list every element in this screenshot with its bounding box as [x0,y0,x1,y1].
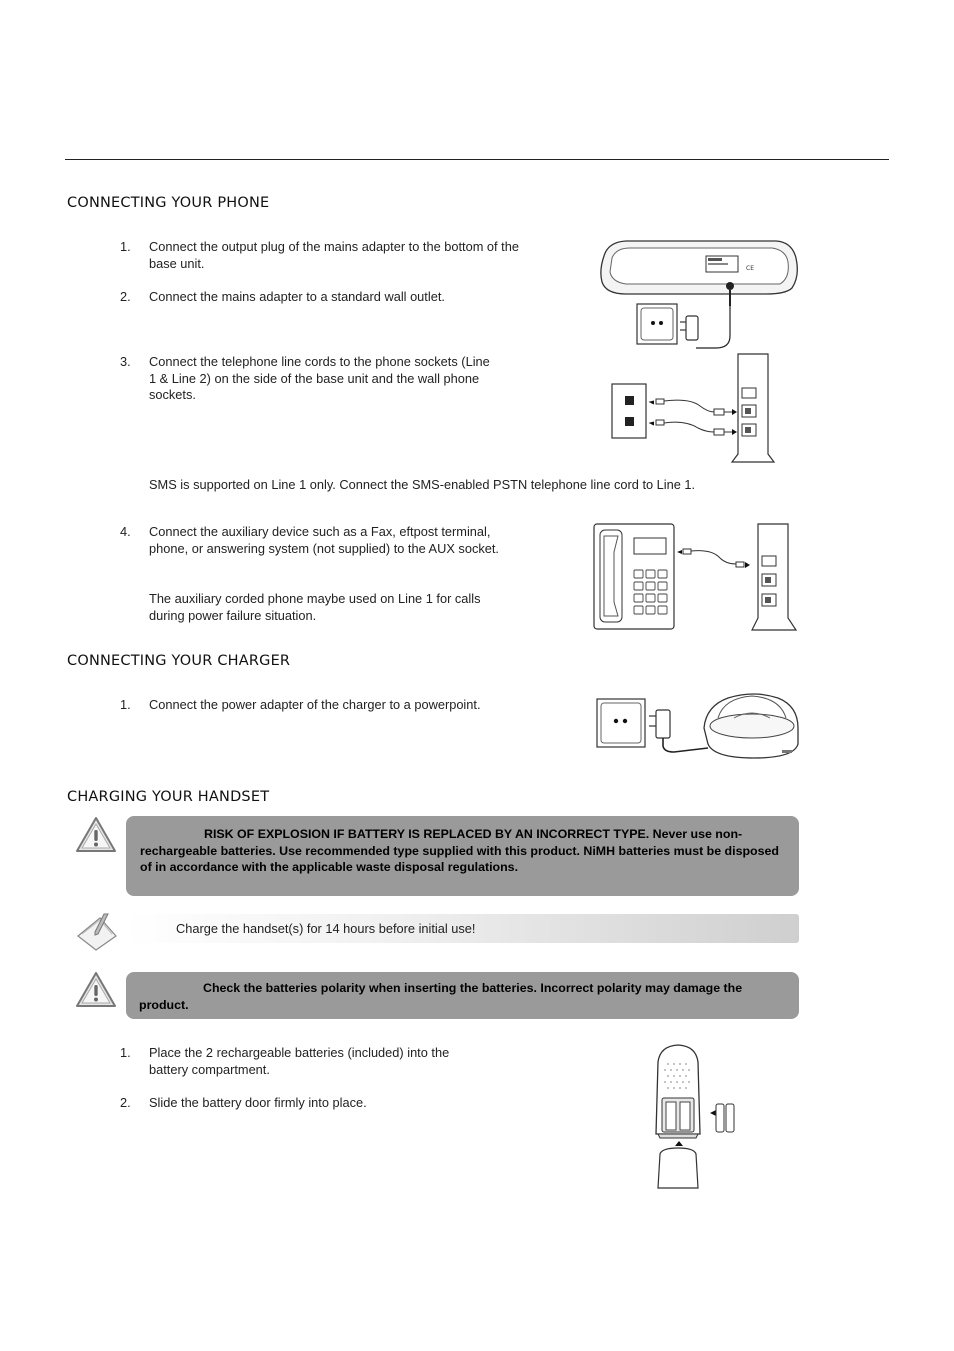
sms-note: SMS is supported on Line 1 only. Connect the SMS-enabled PSTN telephone line cord to Line 1. [149,477,696,492]
step-number: 4. [120,524,131,539]
warning-text: Check the batteries polarity when inserting the batteries. Incorrect polarity may damage the product. [139,981,743,1012]
note-text: Charge the handset(s) for 14 hours before initial use! [176,921,476,936]
step-number: 2. [120,289,131,304]
auxiliary-phone-illustration [592,522,800,634]
step-text: Connect the telephone line cords to the phone sockets (Line 1 & Line 2) on the side of the base unit and the wall phone sockets. [149,354,490,402]
step-number: 3. [120,354,131,369]
heading-connecting-phone: CONNECTING YOUR PHONE [67,195,270,211]
heading-charging-handset: CHARGING YOUR HANDSET [67,789,270,805]
step-number: 1. [120,1045,131,1060]
svg-text:CE: CE [746,265,754,272]
step-number: 1. [120,697,131,712]
charger-illustration [594,688,804,764]
note-paper-icon [74,912,120,952]
charge-note [126,914,799,943]
handset-battery-illustration [652,1042,742,1192]
aux-note: The auxiliary corded phone maybe used on Line 1 for calls during power failure situation. [149,591,481,623]
step-text: Place the 2 rechargeable batteries (included) into the battery compartment. [149,1045,450,1077]
step-text: Connect the power adapter of the charger to a powerpoint. [149,697,481,712]
line-cords-illustration [610,350,782,466]
header-rule [65,159,889,160]
base-unit-adapter-illustration [596,236,802,354]
battery-explosion-warning [126,816,799,896]
step-number: 1. [120,239,131,254]
battery-polarity-warning [126,972,799,1019]
warning-triangle-icon [74,815,118,855]
step-text: Connect the auxiliary device such as a Fax, eftpost terminal, phone, or answering system (not supplied) to the AUX socket. [149,524,499,556]
step-number: 2. [120,1095,131,1110]
step-text: Slide the battery door firmly into place. [149,1095,367,1110]
warning-triangle-icon [74,970,118,1010]
warning-text: RISK OF EXPLOSION IF BATTERY IS REPLACED BY AN INCORRECT TYPE. Never use non-rechargeable batteries. Use recommended type supplied with this product. NiMH batteries must be disposed of in accordance with the applicable waste disposal regulations. [140,827,779,874]
step-text: Connect the mains adapter to a standard wall outlet. [149,289,445,304]
step-text: Connect the output plug of the mains adapter to the bottom of the base unit. [149,239,519,271]
heading-connecting-charger: CONNECTING YOUR CHARGER [67,653,291,669]
